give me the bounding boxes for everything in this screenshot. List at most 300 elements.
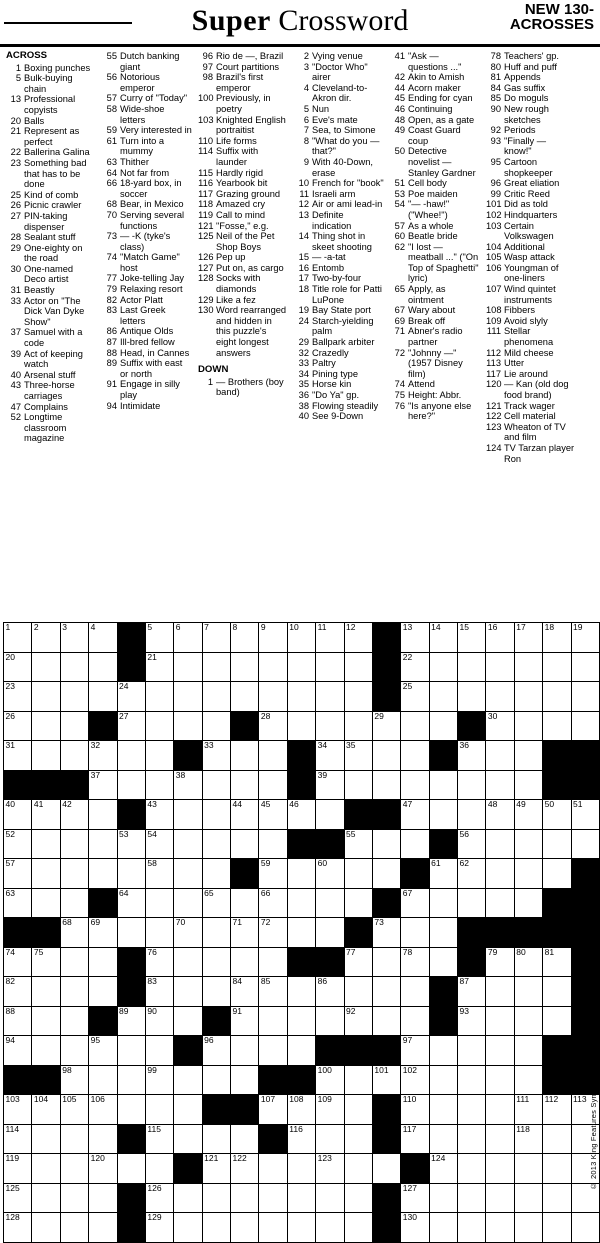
grid-cell[interactable] (287, 1095, 315, 1125)
grid-cell[interactable] (372, 1006, 400, 1036)
grid-cell[interactable] (514, 947, 542, 977)
grid-cell[interactable] (458, 1213, 486, 1243)
grid-cell[interactable] (486, 1183, 514, 1213)
grid-cell[interactable] (4, 829, 32, 859)
grid-cell[interactable] (259, 977, 287, 1007)
grid-cell[interactable] (60, 1095, 88, 1125)
grid-cell[interactable] (89, 1183, 117, 1213)
grid-cell[interactable] (145, 888, 173, 918)
grid-cell[interactable] (89, 1065, 117, 1095)
grid-cell[interactable] (429, 859, 457, 889)
grid-cell[interactable] (287, 1154, 315, 1184)
grid-cell[interactable] (401, 623, 429, 653)
grid-cell[interactable] (89, 977, 117, 1007)
grid-cell[interactable] (287, 652, 315, 682)
grid-cell[interactable] (401, 888, 429, 918)
grid-cell[interactable] (231, 770, 259, 800)
grid-cell[interactable] (202, 682, 230, 712)
grid-cell[interactable] (231, 829, 259, 859)
grid-cell[interactable] (202, 1183, 230, 1213)
grid-cell[interactable] (287, 918, 315, 948)
grid-cell[interactable] (32, 1036, 60, 1066)
grid-cell[interactable] (543, 623, 571, 653)
grid-cell[interactable] (117, 741, 145, 771)
grid-cell[interactable] (316, 1006, 344, 1036)
grid-cell[interactable] (344, 623, 372, 653)
grid-cell[interactable] (145, 1006, 173, 1036)
grid-cell[interactable] (89, 1124, 117, 1154)
grid-cell[interactable] (259, 947, 287, 977)
grid-cell[interactable] (145, 623, 173, 653)
grid-cell[interactable] (372, 829, 400, 859)
grid-cell[interactable] (316, 1213, 344, 1243)
grid-cell[interactable] (89, 682, 117, 712)
grid-cell[interactable] (458, 1036, 486, 1066)
grid-cell[interactable] (32, 888, 60, 918)
grid-cell[interactable] (89, 1154, 117, 1184)
grid-cell[interactable] (429, 1183, 457, 1213)
grid-cell[interactable] (514, 1006, 542, 1036)
grid-cell[interactable] (4, 1183, 32, 1213)
grid-cell[interactable] (89, 623, 117, 653)
grid-cell[interactable] (4, 623, 32, 653)
grid-cell[interactable] (514, 1154, 542, 1184)
grid-cell[interactable] (60, 1006, 88, 1036)
grid-cell[interactable] (458, 1124, 486, 1154)
grid-cell[interactable] (401, 1006, 429, 1036)
grid-cell[interactable] (231, 977, 259, 1007)
grid-cell[interactable] (4, 1036, 32, 1066)
grid-cell[interactable] (514, 1036, 542, 1066)
grid-cell[interactable] (514, 888, 542, 918)
grid-cell[interactable] (89, 859, 117, 889)
grid-cell[interactable] (344, 1183, 372, 1213)
grid-cell[interactable] (401, 741, 429, 771)
grid-cell[interactable] (60, 888, 88, 918)
grid-cell[interactable] (89, 918, 117, 948)
grid-cell[interactable] (486, 711, 514, 741)
grid-cell[interactable] (259, 1036, 287, 1066)
grid-cell[interactable] (344, 770, 372, 800)
grid-cell[interactable] (344, 1065, 372, 1095)
grid-cell[interactable] (174, 623, 202, 653)
grid-cell[interactable] (543, 652, 571, 682)
grid-cell[interactable] (401, 1095, 429, 1125)
grid-cell[interactable] (543, 1154, 571, 1184)
grid-cell[interactable] (60, 1213, 88, 1243)
grid-cell[interactable] (32, 623, 60, 653)
grid-cell[interactable] (32, 829, 60, 859)
grid-cell[interactable] (514, 800, 542, 830)
grid-cell[interactable] (174, 682, 202, 712)
grid-cell[interactable] (60, 1154, 88, 1184)
grid-cell[interactable] (287, 1183, 315, 1213)
grid-cell[interactable] (486, 1213, 514, 1243)
grid-cell[interactable] (145, 859, 173, 889)
grid-cell[interactable] (514, 652, 542, 682)
grid-cell[interactable] (231, 1036, 259, 1066)
grid-cell[interactable] (89, 1095, 117, 1125)
grid-cell[interactable] (372, 770, 400, 800)
grid-cell[interactable] (202, 800, 230, 830)
grid-cell[interactable] (145, 770, 173, 800)
grid-cell[interactable] (174, 918, 202, 948)
grid-cell[interactable] (231, 888, 259, 918)
grid-cell[interactable] (89, 947, 117, 977)
grid-cell[interactable] (514, 1095, 542, 1125)
grid-cell[interactable] (372, 741, 400, 771)
grid-cell[interactable] (32, 1006, 60, 1036)
grid-cell[interactable] (60, 1183, 88, 1213)
grid-cell[interactable] (117, 829, 145, 859)
grid-cell[interactable] (316, 1154, 344, 1184)
grid-cell[interactable] (259, 1183, 287, 1213)
grid-cell[interactable] (486, 1065, 514, 1095)
grid-cell[interactable] (401, 1036, 429, 1066)
grid-cell[interactable] (202, 888, 230, 918)
grid-cell[interactable] (458, 1065, 486, 1095)
grid-cell[interactable] (458, 829, 486, 859)
grid-cell[interactable] (458, 977, 486, 1007)
grid-cell[interactable] (32, 947, 60, 977)
grid-cell[interactable] (60, 682, 88, 712)
grid-cell[interactable] (458, 1095, 486, 1125)
grid-cell[interactable] (571, 652, 600, 682)
grid-cell[interactable] (316, 800, 344, 830)
grid-cell[interactable] (259, 888, 287, 918)
grid-cell[interactable] (429, 1124, 457, 1154)
grid-cell[interactable] (202, 977, 230, 1007)
grid-cell[interactable] (202, 1036, 230, 1066)
grid-cell[interactable] (316, 1124, 344, 1154)
grid-cell[interactable] (486, 1036, 514, 1066)
grid-cell[interactable] (60, 1065, 88, 1095)
grid-cell[interactable] (202, 711, 230, 741)
grid-cell[interactable] (458, 741, 486, 771)
grid-cell[interactable] (89, 1036, 117, 1066)
grid-cell[interactable] (429, 1095, 457, 1125)
grid-cell[interactable] (145, 711, 173, 741)
grid-cell[interactable] (458, 859, 486, 889)
grid-cell[interactable] (32, 977, 60, 1007)
grid-cell[interactable] (344, 977, 372, 1007)
grid-cell[interactable] (571, 711, 600, 741)
grid-cell[interactable] (174, 1095, 202, 1125)
grid-cell[interactable] (401, 770, 429, 800)
grid-cell[interactable] (514, 859, 542, 889)
grid-cell[interactable] (32, 800, 60, 830)
grid-cell[interactable] (145, 682, 173, 712)
grid-cell[interactable] (60, 652, 88, 682)
grid-cell[interactable] (259, 711, 287, 741)
grid-cell[interactable] (401, 1065, 429, 1095)
grid-cell[interactable] (4, 711, 32, 741)
grid-cell[interactable] (174, 1124, 202, 1154)
grid-cell[interactable] (316, 682, 344, 712)
grid-cell[interactable] (287, 623, 315, 653)
grid-cell[interactable] (145, 1036, 173, 1066)
grid-cell[interactable] (486, 859, 514, 889)
grid-cell[interactable] (486, 1095, 514, 1125)
grid-cell[interactable] (486, 829, 514, 859)
grid-cell[interactable] (486, 770, 514, 800)
grid-cell[interactable] (458, 800, 486, 830)
grid-cell[interactable] (429, 1065, 457, 1095)
grid-cell[interactable] (117, 1154, 145, 1184)
grid-cell[interactable] (32, 1154, 60, 1184)
grid-cell[interactable] (344, 652, 372, 682)
grid-cell[interactable] (458, 1183, 486, 1213)
grid-cell[interactable] (231, 652, 259, 682)
grid-cell[interactable] (486, 682, 514, 712)
grid-cell[interactable] (60, 1124, 88, 1154)
grid-cell[interactable] (4, 1213, 32, 1243)
grid-cell[interactable] (60, 977, 88, 1007)
grid-cell[interactable] (117, 888, 145, 918)
grid-cell[interactable] (89, 770, 117, 800)
grid-cell[interactable] (4, 888, 32, 918)
grid-cell[interactable] (60, 829, 88, 859)
grid-cell[interactable] (287, 800, 315, 830)
grid-cell[interactable] (145, 800, 173, 830)
grid-cell[interactable] (401, 652, 429, 682)
grid-cell[interactable] (202, 652, 230, 682)
grid-cell[interactable] (514, 1213, 542, 1243)
grid-cell[interactable] (429, 918, 457, 948)
grid-cell[interactable] (429, 1036, 457, 1066)
grid-cell[interactable] (145, 1183, 173, 1213)
grid-cell[interactable] (145, 1154, 173, 1184)
grid-cell[interactable] (231, 682, 259, 712)
grid-cell[interactable] (259, 770, 287, 800)
grid-cell[interactable] (145, 829, 173, 859)
grid-cell[interactable] (231, 1183, 259, 1213)
grid-cell[interactable] (145, 1213, 173, 1243)
grid-cell[interactable] (344, 859, 372, 889)
grid-cell[interactable] (401, 682, 429, 712)
grid-cell[interactable] (259, 652, 287, 682)
puzzle-grid[interactable] (3, 622, 600, 1243)
grid-cell[interactable] (259, 623, 287, 653)
grid-cell[interactable] (32, 711, 60, 741)
grid-cell[interactable] (32, 682, 60, 712)
grid-cell[interactable] (486, 800, 514, 830)
grid-cell[interactable] (401, 1213, 429, 1243)
grid-cell[interactable] (231, 1006, 259, 1036)
grid-cell[interactable] (316, 741, 344, 771)
grid-cell[interactable] (344, 1154, 372, 1184)
grid-cell[interactable] (259, 829, 287, 859)
grid-cell[interactable] (401, 711, 429, 741)
grid-cell[interactable] (401, 1124, 429, 1154)
grid-cell[interactable] (486, 1124, 514, 1154)
grid-cell[interactable] (372, 918, 400, 948)
grid-cell[interactable] (117, 1095, 145, 1125)
grid-cell[interactable] (231, 1065, 259, 1095)
grid-cell[interactable] (514, 711, 542, 741)
grid-cell[interactable] (174, 859, 202, 889)
grid-cell[interactable] (117, 1065, 145, 1095)
grid-cell[interactable] (429, 711, 457, 741)
grid-cell[interactable] (4, 682, 32, 712)
grid-cell[interactable] (287, 1124, 315, 1154)
grid-cell[interactable] (259, 682, 287, 712)
grid-cell[interactable] (514, 623, 542, 653)
grid-cell[interactable] (543, 977, 571, 1007)
grid-cell[interactable] (316, 770, 344, 800)
grid-cell[interactable] (32, 1183, 60, 1213)
grid-cell[interactable] (543, 859, 571, 889)
grid-cell[interactable] (344, 1124, 372, 1154)
grid-cell[interactable] (4, 1154, 32, 1184)
grid-cell[interactable] (372, 947, 400, 977)
grid-cell[interactable] (231, 741, 259, 771)
grid-cell[interactable] (60, 711, 88, 741)
grid-cell[interactable] (401, 947, 429, 977)
grid-cell[interactable] (344, 711, 372, 741)
grid-cell[interactable] (4, 800, 32, 830)
grid-cell[interactable] (372, 977, 400, 1007)
grid-cell[interactable] (344, 1213, 372, 1243)
grid-cell[interactable] (32, 1124, 60, 1154)
grid-cell[interactable] (32, 859, 60, 889)
grid-cell[interactable] (401, 1183, 429, 1213)
grid-cell[interactable] (316, 918, 344, 948)
grid-cell[interactable] (4, 652, 32, 682)
grid-cell[interactable] (89, 741, 117, 771)
grid-cell[interactable] (486, 1006, 514, 1036)
grid-cell[interactable] (174, 1183, 202, 1213)
grid-cell[interactable] (486, 888, 514, 918)
grid-cell[interactable] (89, 1213, 117, 1243)
grid-cell[interactable] (514, 1124, 542, 1154)
grid-cell[interactable] (32, 741, 60, 771)
grid-cell[interactable] (344, 741, 372, 771)
grid-cell[interactable] (117, 770, 145, 800)
grid-cell[interactable] (344, 1095, 372, 1125)
grid-cell[interactable] (458, 652, 486, 682)
grid-cell[interactable] (89, 800, 117, 830)
grid-cell[interactable] (287, 1036, 315, 1066)
grid-cell[interactable] (202, 770, 230, 800)
grid-cell[interactable] (174, 888, 202, 918)
grid-cell[interactable] (259, 800, 287, 830)
grid-cell[interactable] (202, 741, 230, 771)
grid-cell[interactable] (231, 623, 259, 653)
grid-cell[interactable] (174, 652, 202, 682)
grid-cell[interactable] (117, 859, 145, 889)
grid-cell[interactable] (231, 800, 259, 830)
grid-cell[interactable] (429, 800, 457, 830)
grid-cell[interactable] (429, 888, 457, 918)
grid-cell[interactable] (4, 859, 32, 889)
grid-cell[interactable] (202, 1213, 230, 1243)
grid-cell[interactable] (458, 770, 486, 800)
grid-cell[interactable] (458, 623, 486, 653)
grid-cell[interactable] (4, 1124, 32, 1154)
grid-cell[interactable] (543, 682, 571, 712)
grid-cell[interactable] (202, 1154, 230, 1184)
grid-cell[interactable] (231, 1124, 259, 1154)
grid-cell[interactable] (287, 1006, 315, 1036)
grid-cell[interactable] (4, 1006, 32, 1036)
grid-cell[interactable] (287, 977, 315, 1007)
grid-cell[interactable] (514, 1183, 542, 1213)
grid-cell[interactable] (372, 711, 400, 741)
grid-cell[interactable] (32, 1213, 60, 1243)
grid-cell[interactable] (202, 1124, 230, 1154)
grid-cell[interactable] (145, 652, 173, 682)
grid-cell[interactable] (145, 1124, 173, 1154)
grid-cell[interactable] (287, 859, 315, 889)
grid-cell[interactable] (543, 800, 571, 830)
grid-cell[interactable] (145, 1065, 173, 1095)
grid-cell[interactable] (4, 947, 32, 977)
grid-cell[interactable] (543, 1124, 571, 1154)
grid-cell[interactable] (571, 1213, 600, 1243)
grid-cell[interactable] (486, 947, 514, 977)
grid-cell[interactable] (4, 977, 32, 1007)
grid-cell[interactable] (202, 1065, 230, 1095)
grid-cell[interactable] (401, 918, 429, 948)
grid-cell[interactable] (344, 1006, 372, 1036)
grid-cell[interactable] (571, 682, 600, 712)
grid-cell[interactable] (543, 1213, 571, 1243)
grid-cell[interactable] (514, 829, 542, 859)
grid-cell[interactable] (316, 711, 344, 741)
grid-cell[interactable] (145, 918, 173, 948)
grid-cell[interactable] (145, 1095, 173, 1125)
grid-cell[interactable] (429, 682, 457, 712)
grid-cell[interactable] (344, 888, 372, 918)
grid-cell[interactable] (287, 1213, 315, 1243)
grid-cell[interactable] (145, 741, 173, 771)
grid-cell[interactable] (259, 859, 287, 889)
grid-cell[interactable] (429, 1154, 457, 1184)
grid-cell[interactable] (89, 652, 117, 682)
grid-cell[interactable] (60, 623, 88, 653)
grid-cell[interactable] (429, 652, 457, 682)
grid-cell[interactable] (401, 829, 429, 859)
grid-cell[interactable] (316, 1065, 344, 1095)
grid-cell[interactable] (458, 888, 486, 918)
grid-cell[interactable] (60, 918, 88, 948)
grid-cell[interactable] (117, 1006, 145, 1036)
grid-cell[interactable] (231, 918, 259, 948)
grid-cell[interactable] (145, 947, 173, 977)
grid-cell[interactable] (202, 829, 230, 859)
grid-cell[interactable] (174, 829, 202, 859)
grid-cell[interactable] (344, 829, 372, 859)
grid-cell[interactable] (514, 1065, 542, 1095)
grid-cell[interactable] (543, 829, 571, 859)
grid-cell[interactable] (401, 800, 429, 830)
grid-cell[interactable] (60, 800, 88, 830)
grid-cell[interactable] (458, 1006, 486, 1036)
grid-cell[interactable] (458, 682, 486, 712)
grid-cell[interactable] (117, 711, 145, 741)
grid-cell[interactable] (571, 829, 600, 859)
grid-cell[interactable] (287, 888, 315, 918)
grid-cell[interactable] (543, 947, 571, 977)
grid-cell[interactable] (344, 947, 372, 977)
grid-cell[interactable] (4, 1095, 32, 1125)
grid-cell[interactable] (259, 741, 287, 771)
grid-cell[interactable] (571, 800, 600, 830)
grid-cell[interactable] (316, 623, 344, 653)
grid-cell[interactable] (174, 1213, 202, 1243)
grid-cell[interactable] (344, 682, 372, 712)
